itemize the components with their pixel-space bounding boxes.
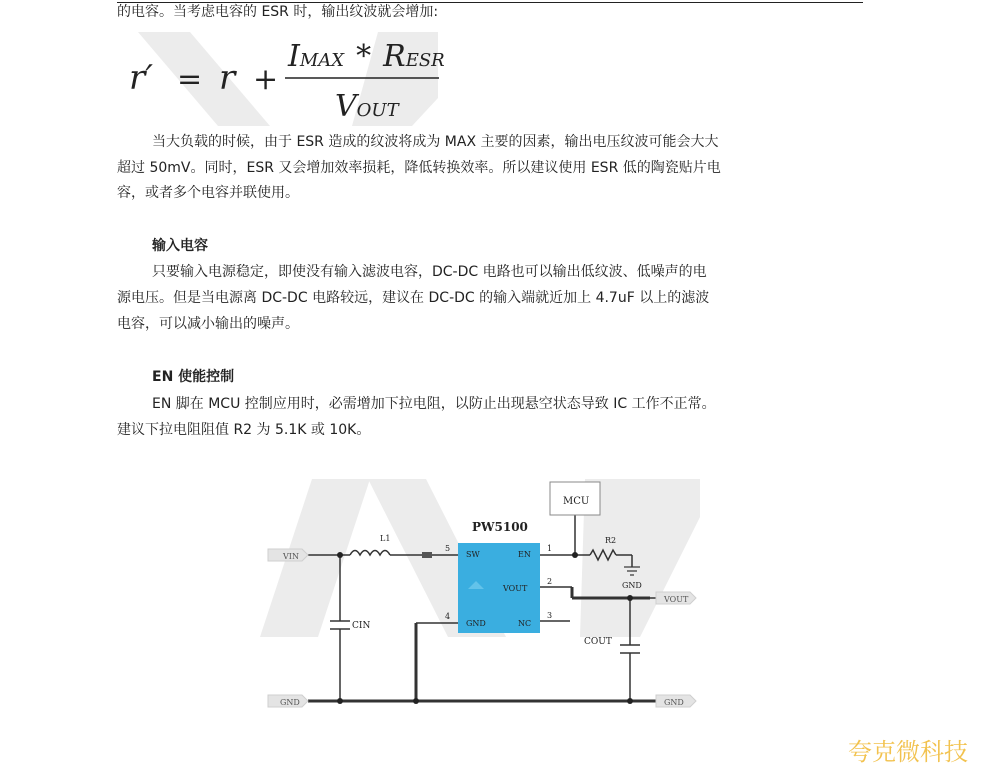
formula-equals: = [177,62,203,97]
cout-capacitor [620,645,640,653]
application-schematic [250,477,710,712]
r2-label: R2 [605,536,617,545]
cout-label: COUT [584,637,612,647]
formula-lhs: r′ [129,58,153,98]
gnd-symbol-label: GND [622,581,642,590]
intro-line: 的电容。当考虑电容的 ESR 时，输出纹波就会增加: [117,4,439,20]
pin-sw-label: SW [466,550,480,559]
pin-nc-label: NC [518,619,532,628]
pin-1-number: 1 [547,544,553,553]
pin-4-number: 4 [445,612,451,621]
en-heading: EN 使能控制 [152,369,235,385]
inductor-pad [422,552,432,558]
l1-label: L1 [380,534,391,543]
pin-vout-label: VOUT [503,584,528,593]
para1-line-2: 超过 50mV。同时，ESR 又会增加效率损耗，降低转换效率。所以建议使用 ESR 低的陶瓷贴片电 [117,160,721,176]
mcu-label: MCU [563,496,590,507]
input-cap-heading: 输入电容 [152,238,208,254]
ripple-formula [125,32,445,124]
vin-label: VIN [283,552,299,561]
formula-denominator: VOUT [335,89,399,124]
en-line-1: EN 脚在 MCU 控制应用时，必需增加下拉电阻，以防止出现悬空状态导致 IC 工作不正常。 [152,396,716,412]
pin-2-number: 2 [547,577,553,586]
formula-r: r [219,58,236,98]
cin-capacitor [330,621,350,629]
para1-line-1: 当大负载的时候，由于 ESR 造成的纹波将成为 MAX 主要的因素，输出电压纹波可能会大大 [152,134,719,150]
chip-name: PW5100 [472,520,528,534]
para1-line-3: 容，或者多个电容并联使用。 [117,185,299,201]
pin-gnd-label: GND [466,619,486,628]
gnd-left-label: GND [280,698,300,707]
input-cap-line-2: 源电压。但是当电源离 DC-DC 电路较远，建议在 DC-DC 的输入端就近加上 4.7uF 以上的滤波 [117,290,710,306]
input-cap-line-1: 只要输入电源稳定，即使没有输入滤波电容，DC-DC 电路也可以输出低纹波、低噪声的电 [152,264,707,280]
vout-label: VOUT [664,595,689,604]
pin-3-number: 3 [547,611,553,620]
cin-label: CIN [352,621,371,631]
pin-5-number: 5 [445,544,451,553]
en-line-2: 建议下拉电阻阻值 R2 为 5.1K 或 10K。 [117,422,371,438]
pin-en-label: EN [518,550,531,559]
formula-numerator: IMAX * RESR [288,39,445,74]
gnd-right-label: GND [664,698,684,707]
brand-watermark: 夸克微科技 [848,738,968,766]
input-cap-line-3: 电容，可以减小输出的噪声。 [117,316,299,332]
formula-plus: + [253,62,279,97]
